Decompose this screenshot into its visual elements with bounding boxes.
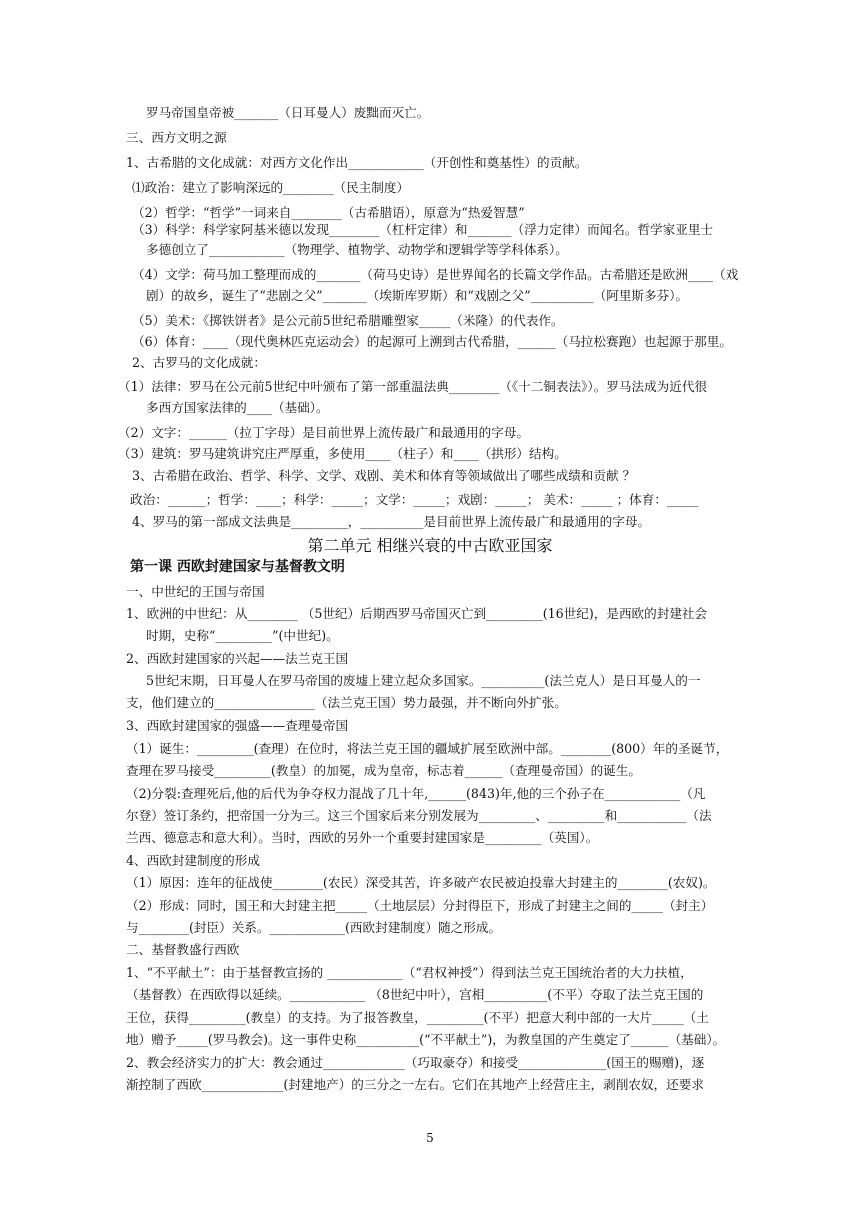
question-line: 3、古希腊在政治、哲学、科学、文学、戏剧、美术和体育等领域做出了哪些成绩和贡献 ？	[132, 468, 636, 483]
text-line: （1）法律：罗马在公元前5世纪中叶颁布了第一部重温法典________（《十二铜表法》）。罗马法成为近代很	[118, 379, 708, 394]
question-line: 4、罗马的第一部成文法典是_________，__________是目前世界上流传最广和最通用的字母。	[132, 514, 651, 529]
unit-title: 第二单元 相继兴衰的中古欧亚国家	[307, 536, 553, 555]
text-line: 1、古希腊的文化成就：对西方文化作出____________（开创性和奠基性）的贡献。	[126, 155, 588, 170]
text-line: 查理在罗马接受_________(教皇）的加冕，成为皇帝，标志着______（查理曼帝国）的诞生。	[126, 763, 641, 778]
text-line: 罗马帝国皇帝被_______（日耳曼人）废黜而灭亡。	[146, 105, 430, 120]
section-heading: 一、中世纪的王国与帝国	[126, 584, 265, 599]
text-line: （2)分裂:查理死后,他的后代为争夺权力混战了几十年,______(843)年,他的三个孙子在____________（凡	[126, 786, 706, 801]
text-line: 支，他们建立的________________（法兰克王国）势力最强，并不断向外扩张。	[126, 695, 567, 710]
text-line: 多德创立了____________（物理学、植物学、动物学和逻辑学等学科体系）。	[146, 242, 568, 257]
answer-line: 政治：______；哲学：____；科学：_____；文学：_____；戏剧：_____； 美术：_____ ；体育：_____	[130, 492, 699, 507]
text-line: 5世纪末期，日耳曼人在罗马帝国的废墟上建立起众多国家。__________(法兰克人）是日耳曼人的一	[146, 673, 701, 688]
section-heading: 2、古罗马的文化成就：	[132, 355, 266, 370]
text-line: 1、欧洲的中世纪：从________ （5世纪）后期西罗马帝国灭亡到_________(16世纪)，是西欧的封建社会	[126, 606, 708, 621]
text-line: 尔登）签订条约，把帝国一分为三。这三个国家后来分别发展为_________、_________和___________（法	[126, 808, 712, 823]
text-line: （基督教）在西欧得以延续。____________ （8世纪中叶），宫相__________(不平）夺取了法兰克王国的	[126, 987, 704, 1002]
text-line: （5）美术：《掷铁饼者》是公元前5世纪希腊雕塑家_____（米隆）的代表作。	[132, 313, 564, 328]
text-line: 多西方国家法律的____（基础）。	[146, 400, 329, 415]
section-heading: 4、西欧封建制度的形成	[126, 853, 260, 868]
text-line: （3）建筑：罗马建筑讲究庄严厚重，多使用____（柱子）和____（拱形）结构。	[118, 446, 567, 461]
section-heading: 三、西方文明之源	[126, 130, 227, 145]
text-line: （2）哲学：“哲学”一词来自________（古希腊语），原意为“热爱智慧”	[132, 205, 525, 220]
text-line: （2）形成：同时，国王和大封建主把_____（土地层层）分封得臣下，形成了封建主之间的_____（封主）	[126, 898, 714, 913]
text-line: 1、“不平献土”：由于基督教宣扬的 ____________（“君权神授”）得到法兰克王国统治者的大力扶植，	[126, 965, 693, 980]
text-line: （4）文学：荷马加工整理而成的_______（荷马史诗）是世界闻名的长篇文学作品。古希腊还是欧洲____（戏	[132, 267, 739, 282]
text-line: ⑴政治：建立了影响深远的________（民主制度）	[132, 180, 410, 195]
text-line: （2）文字：______（拉丁字母）是目前世界上流传最广和最通用的字母。	[118, 425, 530, 440]
text-line: 时期，史称“_________”(中世纪)。	[146, 628, 339, 643]
text-line: （3）科学：科学家阿基米德以发现________（杠杆定律）和_______（浮力定律）而闻名。哲学家亚里士	[132, 222, 714, 237]
text-line: 地）赠予_____(罗马教会)。这一事件史称__________(“不平献土”)，为教皇国的产生奠定了______（基础）。	[126, 1032, 726, 1047]
section-heading: 二、基督教盛行西欧	[126, 942, 240, 957]
text-line: （1）原因：连年的征战使________(农民）深受其苦，许多破产农民被迫投靠大封建主的________(农奴)。	[126, 875, 716, 890]
page-number: 5	[426, 1131, 434, 1145]
text-line: 王位，获得_________(教皇）的支持。为了报答教皇，_________(不平）把意大利中部的一大片_____（土	[126, 1010, 709, 1025]
text-line: 渐控制了西欧_____________(封建地产）的三分之一左右。它们在其地产上经营庄主，剥削农奴，还要求	[126, 1077, 704, 1092]
text-line: 2、教会经济实力的扩大：教会通过_____________（巧取豪夺）和接受______________(国王的赐赠)，逐	[126, 1055, 705, 1070]
section-heading: 2、西欧封建国家的兴起——法兰克王国	[126, 651, 349, 666]
text-line: （6）体育：____（现代奥林匹克运动会）的起源可上溯到古代希腊，______（马拉松赛跑）也起源于那里。	[132, 334, 732, 349]
text-line: 与________(封臣）关系。____________(西欧封建制度）随之形成。	[126, 920, 502, 935]
text-line: （1）诞生：_________(查理）在位时，将法兰克王国的疆域扩展至欧洲中部。________(800）年的圣诞节，	[126, 741, 729, 756]
text-line: 兰西、德意志和意大利）。当时，西欧的另外一个重要封建国家是_________（英国）。	[126, 830, 599, 845]
text-line: 剧）的故乡，诞生了“悲剧之父”_______（埃斯库罗斯）和“戏剧之父”__________（阿里斯多芬）。	[146, 288, 689, 303]
lesson-title: 第一课 西欧封建国家与基督教文明	[130, 559, 345, 575]
section-heading: 3、西欧封建国家的强盛——查理曼帝国	[126, 718, 349, 733]
